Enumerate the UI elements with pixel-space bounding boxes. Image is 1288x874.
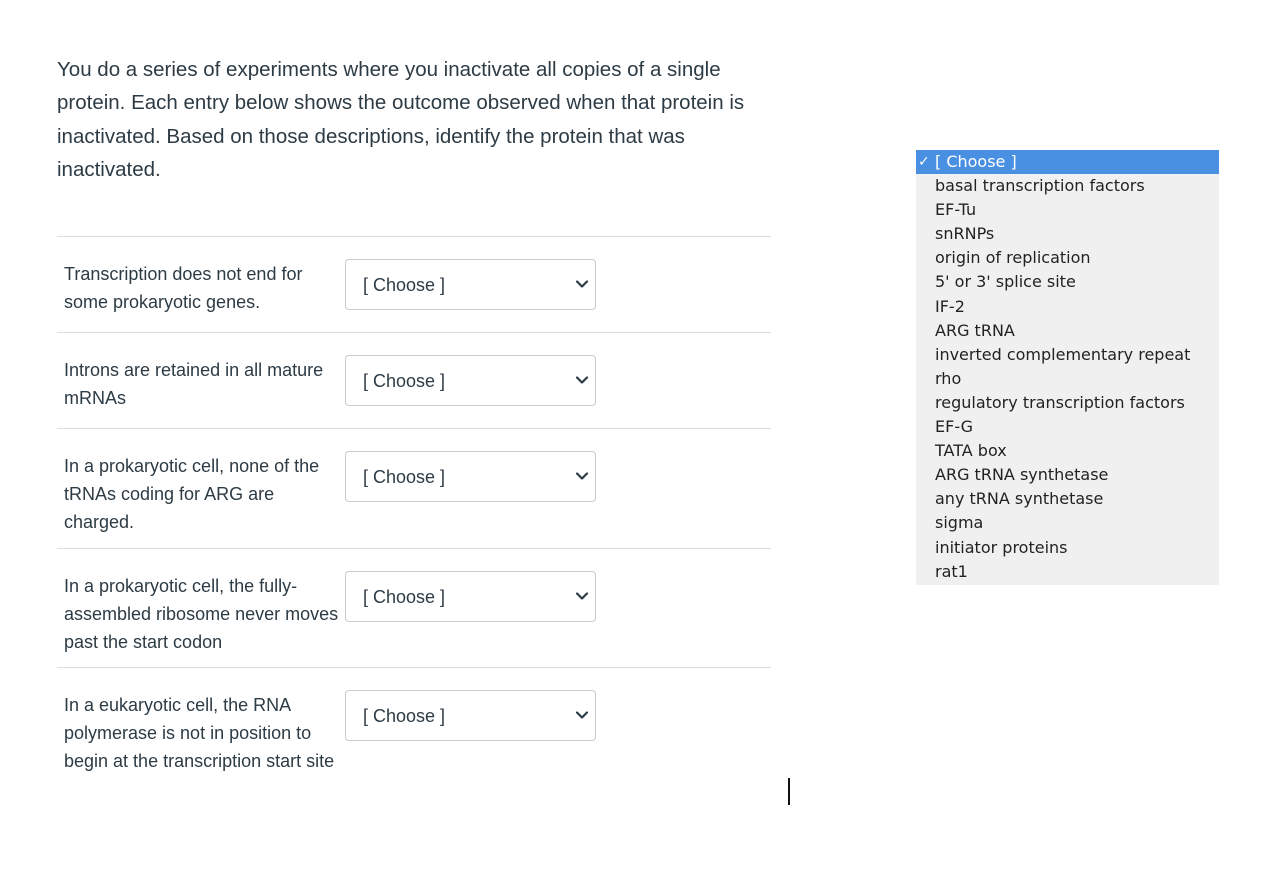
option-label: EF-G [935, 417, 974, 437]
dropdown-option-choose[interactable] [916, 150, 1219, 174]
text-cursor [788, 778, 790, 805]
match-prompt: Introns are retained in all mature mRNAs [64, 360, 324, 408]
match-row [57, 429, 771, 549]
option-label: 5' or 3' splice site [935, 272, 1076, 292]
chevron-down-icon [575, 589, 589, 603]
chevron-down-icon [575, 277, 589, 291]
dropdown-option[interactable] [916, 439, 1219, 463]
dropdown-option[interactable] [916, 222, 1219, 246]
option-label: ARG tRNA [935, 320, 1015, 340]
option-label: any tRNA synthetase [935, 489, 1104, 509]
question-paragraph: You do a series of experiments where you inactivate all copies of a single protein. Each entry below shows the outcome observed when that protein is inactivated. Based on those descriptions, identify the protein that was inactivated. [57, 58, 745, 181]
dropdown-menu[interactable] [916, 150, 1219, 585]
option-label: rho [935, 368, 962, 388]
match-row [57, 237, 771, 333]
matching-table [57, 236, 771, 818]
answer-select[interactable] [345, 571, 596, 622]
match-prompt: In a prokaryotic cell, none of the tRNAs coding for ARG are charged. [64, 456, 320, 532]
dropdown-option[interactable] [916, 391, 1219, 415]
dropdown-option[interactable] [916, 511, 1219, 535]
match-row [57, 549, 771, 668]
dropdown-option[interactable] [916, 415, 1219, 439]
dropdown-option[interactable] [916, 246, 1219, 270]
match-row [57, 668, 771, 818]
chevron-down-icon [575, 373, 589, 387]
option-label: snRNPs [935, 224, 995, 244]
option-label: rat1 [935, 561, 968, 581]
question-text [57, 53, 773, 186]
dropdown-option[interactable] [916, 270, 1219, 294]
option-label: ARG tRNA synthetase [935, 465, 1109, 485]
dropdown-option[interactable] [916, 487, 1219, 511]
answer-select[interactable] [345, 451, 596, 502]
dropdown-option[interactable] [916, 463, 1219, 487]
answer-select[interactable] [345, 259, 596, 310]
select-value: [ Choose ] [363, 371, 446, 391]
dropdown-option[interactable] [916, 174, 1219, 198]
option-label: initiator proteins [935, 537, 1068, 557]
chevron-down-icon [575, 708, 589, 722]
option-label: IF-2 [935, 296, 965, 316]
select-value: [ Choose ] [363, 467, 446, 487]
option-label: regulatory transcription factors [935, 392, 1185, 412]
match-prompt: In a prokaryotic cell, the fully-assembled ribosome never moves past the start codon [64, 576, 339, 652]
dropdown-option[interactable] [916, 536, 1219, 560]
dropdown-option[interactable] [916, 367, 1219, 391]
dropdown-option[interactable] [916, 319, 1219, 343]
select-value: [ Choose ] [363, 706, 446, 726]
option-label: inverted complementary repeat [935, 344, 1191, 364]
dropdown-option[interactable] [916, 343, 1219, 367]
match-row [57, 333, 771, 429]
match-prompt: In a eukaryotic cell, the RNA polymerase is not in position to begin at the transcription start site [64, 695, 335, 771]
dropdown-option[interactable] [916, 295, 1219, 319]
option-label: basal transcription factors [935, 176, 1145, 196]
checkmark-icon: ✓ [918, 154, 930, 170]
option-label: EF-Tu [935, 200, 977, 220]
dropdown-option[interactable] [916, 560, 1219, 584]
option-label: sigma [935, 513, 984, 533]
option-label: [ Choose ] [935, 152, 1017, 171]
dropdown-option[interactable] [916, 198, 1219, 222]
answer-select[interactable] [345, 355, 596, 406]
option-label: TATA box [935, 441, 1007, 461]
select-value: [ Choose ] [363, 275, 446, 295]
option-label: origin of replication [935, 248, 1091, 268]
select-value: [ Choose ] [363, 587, 446, 607]
match-prompt: Transcription does not end for some prokaryotic genes. [64, 264, 303, 312]
answer-select[interactable] [345, 690, 596, 741]
chevron-down-icon [575, 469, 589, 483]
